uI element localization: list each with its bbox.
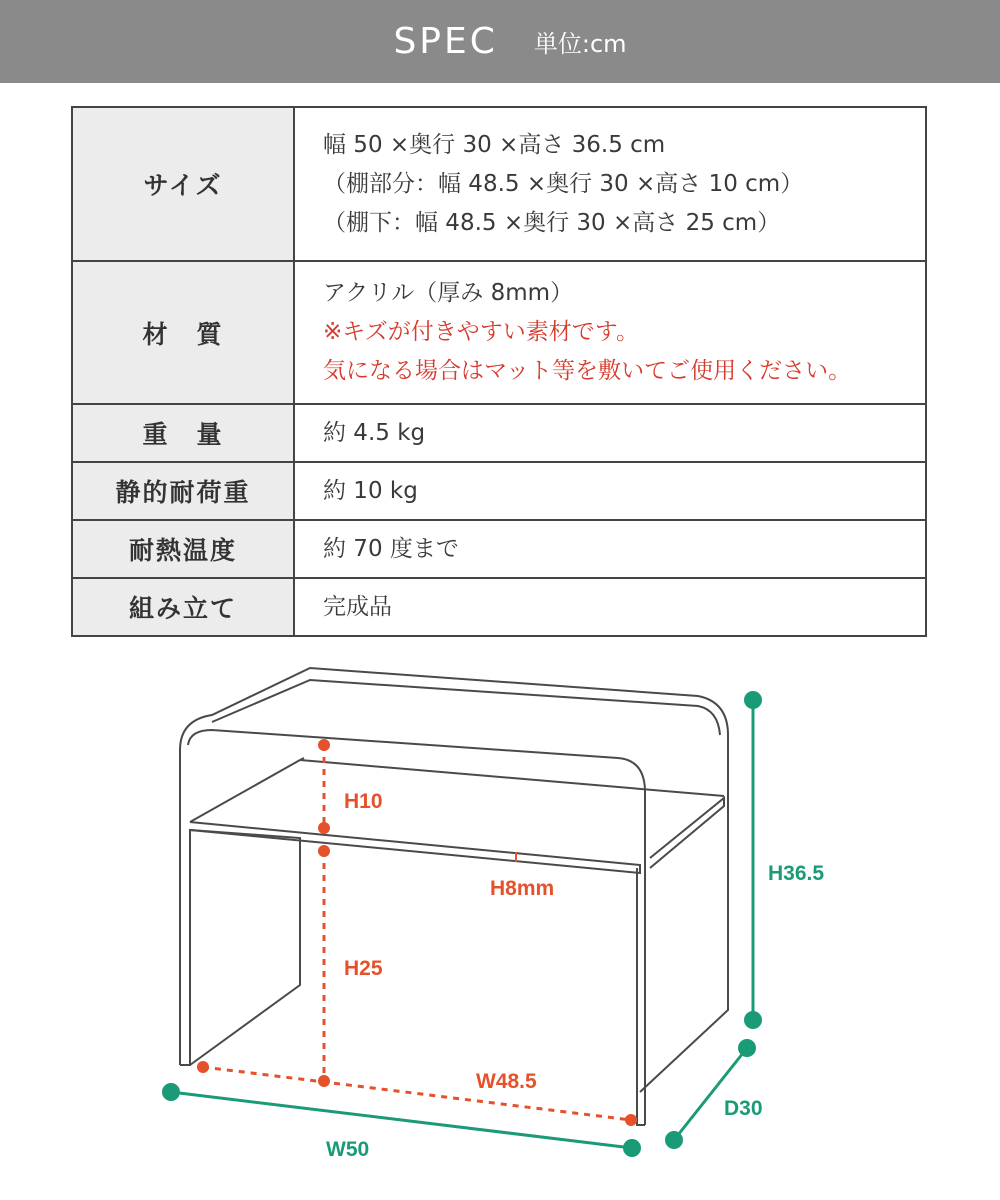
spec-label-load: 静的耐荷重 (72, 462, 294, 520)
h10-top-dot (318, 739, 330, 751)
size-line-2: （棚部分：幅 48.5 ×奥行 30 ×高さ 10 cm） (323, 170, 804, 197)
w50-left-dot (162, 1083, 180, 1101)
material-note-2: 気になる場合はマット等を敷いてご使用ください。 (323, 358, 852, 384)
w48-left-dot (197, 1061, 209, 1073)
w48-right-dot (625, 1114, 637, 1126)
table-left-leg (180, 830, 300, 1065)
table-top-inner (212, 680, 720, 735)
header-title: SPEC (393, 21, 498, 62)
d30-top-dot (738, 1039, 756, 1057)
w50-right-dot (623, 1139, 641, 1157)
h10-bottom-dot (318, 822, 330, 834)
table-right-leg (637, 868, 645, 1125)
d30-bottom-dot (665, 1131, 683, 1149)
h25-bottom-dot (318, 1075, 330, 1087)
side-table-drawing (180, 668, 728, 1125)
h25-top-dot (318, 845, 330, 857)
label-h36: H36.5 (768, 862, 825, 885)
h36-bottom-dot (744, 1011, 762, 1029)
inner-dimension-dots (197, 739, 637, 1126)
outer-dimension-dots (162, 691, 762, 1157)
label-w48: W48.5 (476, 1070, 537, 1093)
spec-label-material: 材 質 (72, 261, 294, 404)
label-d30: D30 (724, 1097, 763, 1120)
table-shelf-back (650, 798, 724, 868)
material-note-1: ※キズが付きやすい素材です。 (323, 319, 639, 345)
table-shelf (190, 758, 304, 822)
spec-label-size: サイズ (72, 107, 294, 261)
label-w50: W50 (326, 1138, 370, 1161)
label-h8mm: H8mm (490, 877, 555, 900)
outer-dimensions (171, 700, 753, 1148)
size-line-1: 幅 50 ×奥行 30 ×高さ 36.5 cm (323, 131, 666, 158)
spec-value-load: 約 10 kg (294, 462, 926, 520)
size-line-3: （棚下：幅 48.5 ×奥行 30 ×高さ 25 cm） (323, 209, 781, 236)
spec-label-assembly: 組み立て (72, 578, 294, 636)
spec-value-assembly: 完成品 (294, 578, 926, 636)
table-shelf-front (190, 822, 640, 873)
w50-line (171, 1092, 632, 1148)
d30-line (674, 1048, 747, 1140)
table-top-front (188, 730, 645, 1125)
spec-label-weight: 重 量 (72, 404, 294, 462)
spec-label-heat: 耐熱温度 (72, 520, 294, 578)
spec-value-weight: 約 4.5 kg (294, 404, 926, 462)
label-h10: H10 (344, 790, 383, 813)
w48-line (203, 1067, 631, 1120)
inner-dimensions (203, 745, 631, 1120)
h36-top-dot (744, 691, 762, 709)
material-line: アクリル（厚み 8mm） (323, 280, 574, 306)
label-h25: H25 (344, 957, 383, 980)
spec-value-heat: 約 70 度まで (294, 520, 926, 578)
header-unit: 単位:cm (533, 30, 627, 58)
